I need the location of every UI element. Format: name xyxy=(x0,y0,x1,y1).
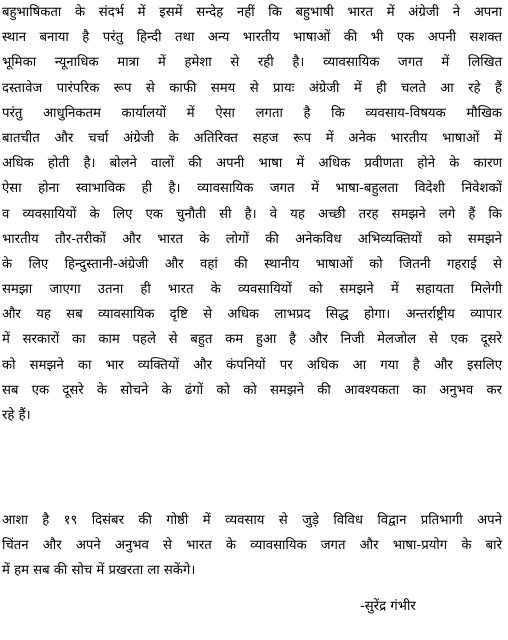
text-line: भूमिका न्यूनाधिक मात्रा में हमेशा से रही है। व्यावसायिक जगत में लिखित xyxy=(2,55,502,71)
text-line: में सरकारों का काम पहले से बहुत कम हुआ है और निजी मेलजोल से एक दूसरे xyxy=(2,332,502,348)
text-line: के लिए हिन्दुस्तानी-अंग्रेजी और वहां की स्थानीय भाषाओं को जितनी गहराई से xyxy=(2,256,502,272)
text-line: अधिक होती है। बोलने वालों की अपनी भाषा में अधिक प्रवीणता होने के कारण xyxy=(2,156,502,172)
text-line: और यह सब व्यावसायिक दृष्टि से अधिक लाभप्रद सिद्ध होगा। अन्तर्राष्ट्रीय व्यापार xyxy=(2,307,502,323)
text-line: चिंतन और अपने अनुभव से भारत के व्यावसायिक जगत और भाषा-प्रयोग के बारे xyxy=(2,538,502,554)
text-line: बहुभाषिकता के संदर्भ में इसमें सन्देह नहीं कि बहुभाषी भारत में अंग्रेजी ने अपना xyxy=(2,5,502,20)
text-line: व व्यवसायियों के लिए एक चुनौती सी है। वे यह अच्छी तरह समझने लगे हैं कि xyxy=(2,206,502,222)
paragraph-1 xyxy=(2,0,502,428)
text-line: रहे हैं। xyxy=(2,408,31,423)
text-line: बातचीत और चर्चा अंग्रेजी के अतिरिक्त सहज रूप में अनेक भारतीय भाषाओं में xyxy=(2,130,502,146)
text-line: ऐसा होना स्वाभाविक ही है। व्यावसायिक जगत में भाषा-बहुलता विदेशी निवेशकों xyxy=(2,181,502,197)
text-line: समझा जाएगा उतना ही भारत के व्यवसायियों को समझने में सहायता मिलेगी xyxy=(2,282,502,298)
text-line: आशा है १९ दिसंबर की गोष्ठी में व्यवसाय से जुड़े विविध विद्वान प्रतिभागी अपने xyxy=(2,513,502,528)
text-line: स्थान बनाया है परंतु हिन्दी तथा अन्य भारतीय भाषाओं की भी एक अपनी सशक्त xyxy=(2,30,502,46)
text-line: भारतीय तौर-तरीकों और भारत के लोगों की अनेकविध अभिव्यक्तियों को समझने xyxy=(2,231,502,247)
text-line: दस्तावेज पारंपरिक रूप से काफी समय से प्रायः अंग्रेजी में ही चलते आ रहे हैं xyxy=(2,80,502,96)
author-signature: -सुरेंद्र गंभीर xyxy=(360,599,416,614)
text-line: में हम सब की सोच में प्रखरता ला सकेंगे। xyxy=(2,563,196,579)
text-line: परंतु आधुनिकतम कार्यालयों में ऐसा लगता है कि व्यवसाय-विषयक मौखिक xyxy=(2,105,502,121)
paragraph-2 xyxy=(2,508,502,584)
text-line: सब एक दूसरे के सोचने के ढंगों को को समझने की आवश्यकता का अनुभव कर xyxy=(2,382,502,398)
text-line: को समझने का भार व्यक्तियों और कंपनियों पर अधिक आ गया है और इसलिए xyxy=(2,357,502,373)
